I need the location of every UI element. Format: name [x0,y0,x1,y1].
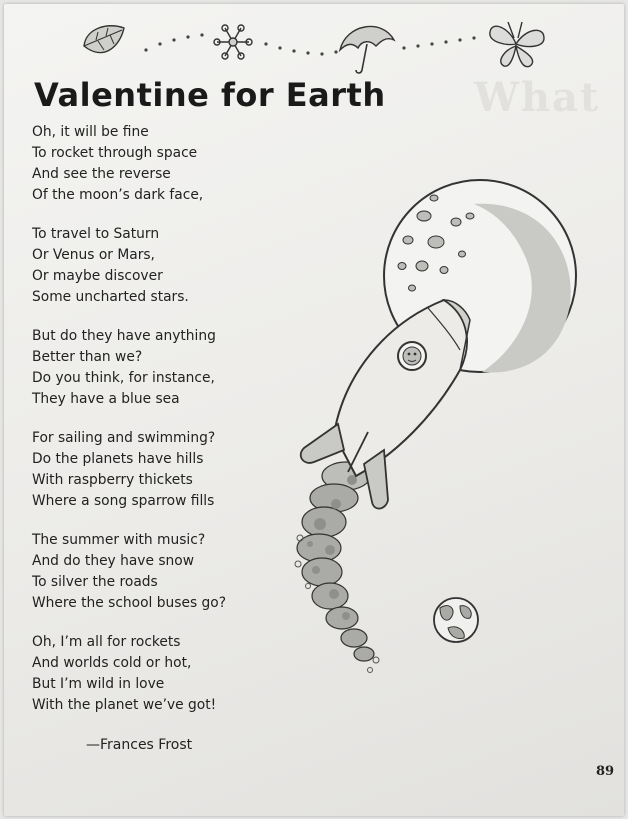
book-page [4,4,624,816]
poem-line: And worlds cold or hot, [32,655,192,671]
page-number: 89 [596,764,615,779]
poem-line: Where a song sparrow fills [32,493,215,509]
poem-line: With the planet we’ve got! [32,697,217,713]
poem-line: Better than we? [32,349,143,365]
space-illustration [4,4,624,816]
earth-illustration [434,598,478,642]
poem-line: Oh, it will be fine [32,124,149,140]
poem-line: And see the reverse [32,166,171,182]
poem-line: And do they have snow [32,553,194,569]
poem-author: —Frances Frost [86,737,193,753]
poem-line: With raspberry thickets [32,472,193,488]
poem-line: To silver the roads [32,574,158,590]
poem-line: Do the planets have hills [32,451,204,467]
poem-line: But do they have anything [32,328,216,344]
poem-line: They have a blue sea [32,391,180,407]
poem-line: Of the moon’s dark face, [32,187,204,203]
poem-line: But I’m wild in love [32,676,165,692]
poem-line: The summer with music? [32,532,206,548]
poem-line: To travel to Saturn [32,226,160,242]
bleed-through-text: What [474,74,601,121]
poem-line: Do you think, for instance, [32,370,215,386]
poem-title: Valentine for Earth [34,76,386,114]
smoke-trail [295,462,379,673]
poem-line: Oh, I’m all for rockets [32,634,181,650]
poem-line: For sailing and swimming? [32,430,216,446]
poem-line: Or maybe discover [32,268,163,284]
poem-line: To rocket through space [32,145,198,161]
poem-line: Where the school buses go? [32,595,227,611]
poem-line: Some uncharted stars. [32,289,189,305]
poem-line: Or Venus or Mars, [32,247,155,263]
